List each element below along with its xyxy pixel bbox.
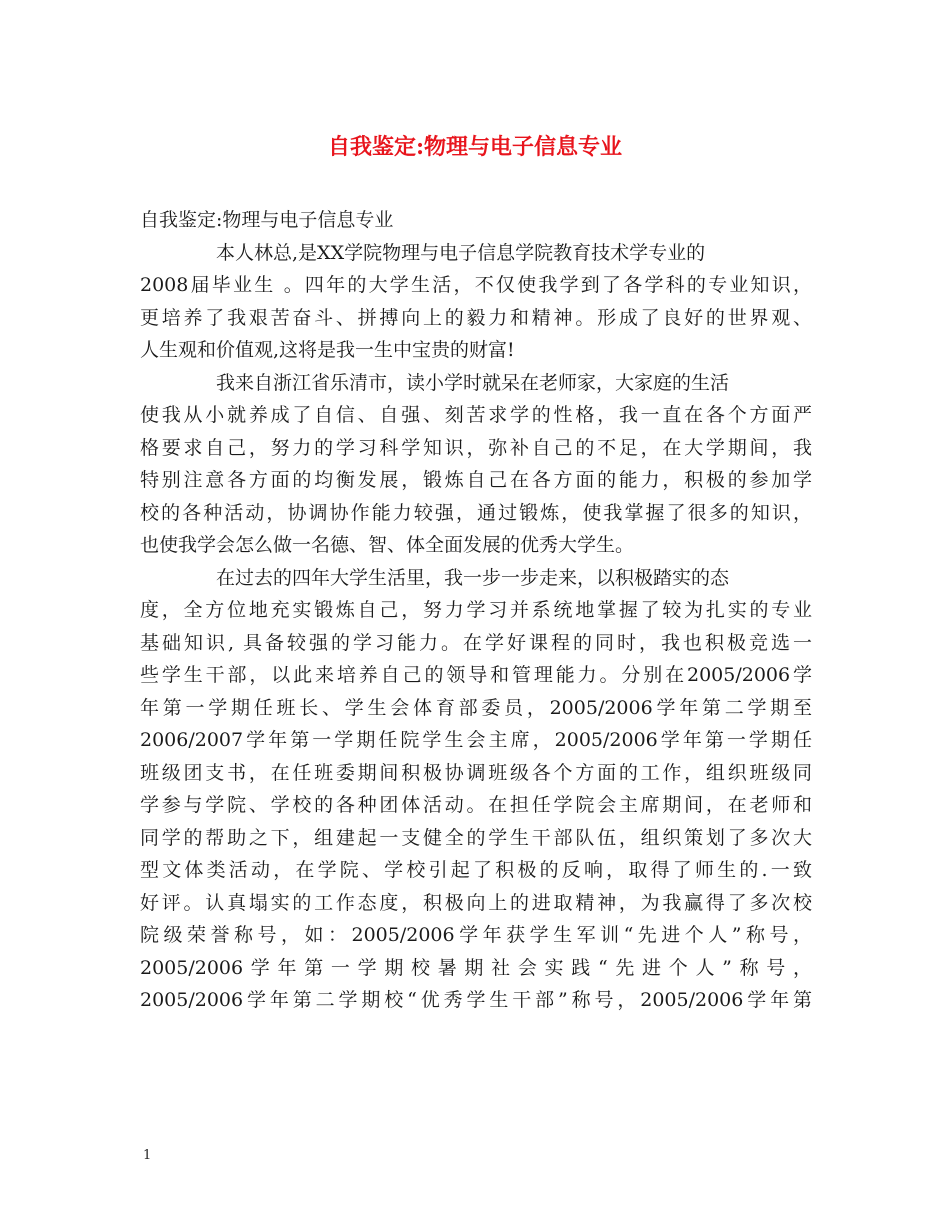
body-line: 度，全方位地充实锻炼自己，努力学习并系统地掌握了较为扎实的专业	[140, 599, 812, 621]
body-line: 更培养了我艰苦奋斗、拼搏向上的毅力和精神。形成了良好的世界观、	[140, 306, 812, 329]
body-line: 格要求自己，努力的学习科学知识，弥补自己的不足，在大学期间，我	[140, 436, 812, 459]
body-line: 本人林总,是XX学院物理与电子信息学院教育技术学专业的	[216, 241, 706, 264]
body-line: 在过去的四年大学生活里，我一步一步走来，以积极踏实的态	[216, 566, 730, 589]
body-line: 班级团支书，在任班委期间积极协调班级各个方面的工作，组织班级同	[140, 761, 812, 784]
body-line: 同学的帮助之下，组建起一支健全的学生干部队伍，组织策划了多次大	[140, 826, 812, 849]
body-line: 2006/2007学年第一学期任院学生会主席，2005/2006学年第一学期任	[140, 729, 812, 751]
body-line: 年第一学期任班长、学生会体育部委员，2005/2006学年第二学期至	[140, 696, 812, 719]
body-line: 特别注意各方面的均衡发展，锻炼自己在各方面的能力，积极的参加学	[140, 469, 812, 491]
body-line: 2005/2006学年第二学期校“优秀学生干部”称号，2005/2006学年第	[140, 989, 812, 1011]
body-line: 2008届毕业生 。四年的大学生活，不仅使我学到了各学科的专业知识，	[140, 274, 812, 296]
body-line: 也使我学会怎么做一名德、智、体全面发展的优秀大学生。	[140, 534, 635, 556]
body-line: 基础知识, 具备较强的学习能力。在学好课程的同时，我也积极竞选一	[140, 631, 812, 654]
body-line: 型文体类活动，在学院、学校引起了积极的反响，取得了师生的.一致	[140, 859, 812, 881]
page-number: 1	[143, 1148, 152, 1163]
body-line: 我来自浙江省乐清市，读小学时就呆在老师家，大家庭的生活	[216, 371, 730, 394]
document-title: 自我鉴定:物理与电子信息专业	[327, 134, 623, 160]
body-line: 使我从小就养成了自信、自强、刻苦求学的性格，我一直在各个方面严	[140, 404, 812, 426]
body-line: 院级荣誉称号，如：2005/2006学年获学生军训“先进个人”称号，	[140, 924, 812, 946]
body-line: 人生观和价值观,这将是我一生中宝贵的财富!	[140, 339, 515, 361]
body-line: 2005/2006学年第一学期校暑期社会实践“先进个人”称号，	[140, 956, 812, 979]
body-line-heading: 自我鉴定:物理与电子信息专业	[140, 209, 394, 231]
body-line: 学参与学院、学校的各种团体活动。在担任学院会主席期间，在老师和	[140, 794, 812, 816]
body-line: 些学生干部，以此来培养自己的领导和管理能力。分别在2005/2006学	[140, 664, 812, 686]
document-body	[140, 204, 812, 1017]
body-line: 好评。认真塌实的工作态度，积极向上的进取精神，为我赢得了多次校	[140, 891, 812, 914]
body-line: 校的各种活动，协调协作能力较强，通过锻炼，使我掌握了很多的知识，	[140, 501, 812, 524]
